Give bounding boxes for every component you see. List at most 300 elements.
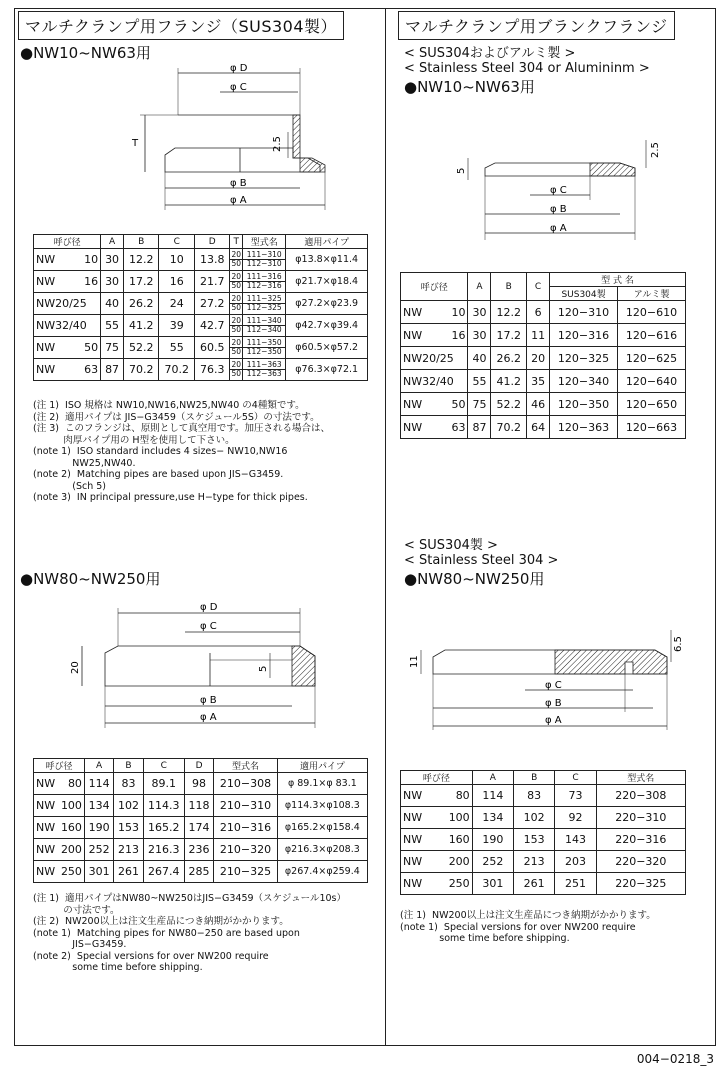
cell-nominal <box>401 301 468 324</box>
cell-b: 26.2 <box>124 293 159 315</box>
cell-model-bottom: 112−325 <box>246 303 282 312</box>
col-nominal: 呼び径 <box>34 235 101 249</box>
cell-c: 10 <box>159 249 194 271</box>
section-title-nw10-63: ●NW10~NW63用 <box>20 44 151 62</box>
col-c: C <box>159 235 194 249</box>
col-a: A <box>472 771 513 785</box>
cell-nominal <box>401 829 473 851</box>
cell-model: 210−316 <box>214 817 277 839</box>
cell-c: 251 <box>555 873 596 895</box>
cell-d: 285 <box>184 861 213 883</box>
nominal-size: 63 <box>84 363 99 376</box>
cell-d: 118 <box>184 795 213 817</box>
nominal-prefix: NW <box>403 305 423 319</box>
nominal-size: 16 <box>84 275 99 288</box>
col-sus304: SUS304製 <box>550 287 618 301</box>
table-row <box>401 873 686 895</box>
document-number: 004−0218_3 <box>636 1052 714 1066</box>
table-row <box>401 807 686 829</box>
cell-pipe: φ267.4×φ259.4 <box>277 861 367 883</box>
nominal-size: 16 <box>451 328 466 342</box>
col-a: A <box>101 235 124 249</box>
cell-sus304: 120−363 <box>550 416 618 439</box>
cell-b: 17.2 <box>124 271 159 293</box>
cell-model: 220−310 <box>596 807 685 829</box>
cell-b: 41.2 <box>491 370 527 393</box>
cell-model: 220−308 <box>596 785 685 807</box>
cell-a: 190 <box>472 829 513 851</box>
col-b: B <box>491 273 527 301</box>
cell-c: 203 <box>555 851 596 873</box>
material-jp-bottom: < SUS304製 > <box>404 538 498 553</box>
cell-sus304: 120−310 <box>550 301 618 324</box>
header-left: マルチクランプ用フランジ（SUS304製） <box>18 11 344 40</box>
cell-model-top: 111−340 <box>243 317 285 326</box>
table-row <box>34 315 368 337</box>
nominal-prefix: NW20/25 <box>403 351 454 365</box>
table-row <box>401 393 686 416</box>
cell-t-top: 20 <box>231 338 242 347</box>
cell-nominal <box>401 370 468 393</box>
nominal-prefix: NW <box>403 833 423 846</box>
cell-nominal <box>34 315 101 337</box>
cell-c: 20 <box>527 347 550 370</box>
cell-t <box>230 315 243 337</box>
cell-a: 114 <box>472 785 513 807</box>
table-row <box>401 829 686 851</box>
cell-t <box>230 337 243 359</box>
nominal-size: 80 <box>67 777 82 790</box>
col-nominal: 呼び径 <box>401 771 473 785</box>
nominal-size: 63 <box>451 420 466 434</box>
section-title-nw80-250: ●NW80~NW250用 <box>20 570 161 588</box>
nominal-size: 10 <box>84 253 99 266</box>
nominal-prefix: NW <box>403 789 423 802</box>
dim-a-2: φ A <box>200 712 217 723</box>
nominal-size: 100 <box>448 811 470 824</box>
cell-pipe: φ27.2×φ23.9 <box>286 293 368 315</box>
cell-pipe: φ216.3×φ208.3 <box>277 839 367 861</box>
cell-model <box>243 249 286 271</box>
nominal-prefix: NW20/25 <box>36 297 87 310</box>
cell-d: 27.2 <box>194 293 229 315</box>
table-blank-nw80-250 <box>400 770 686 895</box>
table-nw80-250 <box>33 758 368 883</box>
cell-b: 83 <box>114 773 143 795</box>
flange-drawing-nw80-250 <box>60 598 340 733</box>
blank-dim-b: φ B <box>550 204 567 215</box>
material-en-bottom: < Stainless Steel 304 > <box>404 553 559 568</box>
cell-t-bottom: 50 <box>231 369 242 378</box>
cell-a: 114 <box>84 773 113 795</box>
cell-a: 190 <box>84 817 113 839</box>
dim-d: φ D <box>230 63 248 74</box>
cell-nominal <box>34 359 101 381</box>
cell-model: 220−320 <box>596 851 685 873</box>
cell-aluminium: 120−625 <box>618 347 686 370</box>
nominal-prefix: NW <box>36 253 56 266</box>
cell-pipe: φ165.2×φ158.4 <box>277 817 367 839</box>
nominal-prefix: NW <box>403 811 423 824</box>
cell-model-top: 111−363 <box>243 361 285 370</box>
col-nominal: 呼び径 <box>401 273 468 301</box>
cell-model-top: 111−310 <box>243 251 285 260</box>
cell-pipe: φ42.7×φ39.4 <box>286 315 368 337</box>
nominal-prefix: NW <box>36 275 56 288</box>
col-c: C <box>143 759 184 773</box>
col-d: D <box>184 759 213 773</box>
cell-a: 301 <box>84 861 113 883</box>
cell-t <box>230 293 243 315</box>
cell-c: 114.3 <box>143 795 184 817</box>
cell-nominal <box>34 861 85 883</box>
table-row <box>401 301 686 324</box>
cell-c: 39 <box>159 315 194 337</box>
col-t: T <box>230 235 243 249</box>
col-nominal: 呼び径 <box>34 759 85 773</box>
cell-model <box>243 337 286 359</box>
cell-b: 213 <box>514 851 555 873</box>
cell-c: 46 <box>527 393 550 416</box>
cell-sus304: 120−325 <box>550 347 618 370</box>
cell-b: 12.2 <box>491 301 527 324</box>
cell-b: 153 <box>514 829 555 851</box>
cell-t-top: 20 <box>231 316 242 325</box>
cell-model <box>243 359 286 381</box>
cell-nominal <box>401 324 468 347</box>
cell-t-top: 20 <box>231 272 242 281</box>
cell-c: 24 <box>159 293 194 315</box>
col-c: C <box>527 273 550 301</box>
notes-nw10-63: (注 1) ISO 規格は NW10,NW16,NW25,NW40 の4種類です。 (注 2) 適用パイプは JIS−G3459（スケジュール5S）の寸法です。 (注 3) このフランジは、原則として真空用です。加圧される場合は、 肉厚パイプ用の H型を使用して下さい。 (note 1) ISO standard includes 4 sizes− NW10,NW16 NW25,NW40. (note 2) Matching pipes are based upon JIS−G3459. (Sch 5) (note 3) IN principal pressure,use H−type for thick pipes. <box>33 400 331 503</box>
col-model: 型式名 <box>214 759 277 773</box>
cell-model <box>243 293 286 315</box>
cell-model: 220−316 <box>596 829 685 851</box>
cell-pipe: φ13.8×φ11.4 <box>286 249 368 271</box>
cell-sus304: 120−340 <box>550 370 618 393</box>
cell-c: 70.2 <box>159 359 194 381</box>
nominal-size: 200 <box>60 843 82 856</box>
cell-b: 52.2 <box>124 337 159 359</box>
cell-a: 252 <box>84 839 113 861</box>
cell-a: 30 <box>468 301 491 324</box>
cell-c: 16 <box>159 271 194 293</box>
col-b: B <box>124 235 159 249</box>
cell-t <box>230 249 243 271</box>
cell-pipe: φ76.3×φ72.1 <box>286 359 368 381</box>
cell-c: 92 <box>555 807 596 829</box>
cell-nominal <box>401 785 473 807</box>
table-row <box>34 337 368 359</box>
dim-d-2: φ D <box>200 602 218 613</box>
blank-dim-b-2: φ B <box>545 698 562 709</box>
table-row <box>34 817 368 839</box>
cell-t <box>230 359 243 381</box>
cell-c: 165.2 <box>143 817 184 839</box>
col-model: 型 式 名 <box>550 273 686 287</box>
nominal-size: 160 <box>448 833 470 846</box>
cell-d: 60.5 <box>194 337 229 359</box>
cell-pipe: φ21.7×φ18.4 <box>286 271 368 293</box>
dim-5-2: 5 <box>258 665 269 672</box>
cell-model <box>243 271 286 293</box>
column-divider <box>385 8 386 1045</box>
cell-b: 26.2 <box>491 347 527 370</box>
table-row <box>401 785 686 807</box>
cell-model-top: 111−325 <box>243 295 285 304</box>
table-row <box>401 370 686 393</box>
cell-nominal <box>401 851 473 873</box>
blank-flange-drawing-nw10-63 <box>450 130 670 245</box>
header-right: マルチクランプ用ブランクフランジ <box>398 11 675 40</box>
cell-t-bottom: 50 <box>231 325 242 334</box>
table-row <box>34 839 368 861</box>
cell-c: 143 <box>555 829 596 851</box>
cell-sus304: 120−316 <box>550 324 618 347</box>
table-row <box>34 861 368 883</box>
cell-a: 30 <box>101 249 124 271</box>
cell-a: 75 <box>468 393 491 416</box>
cell-nominal <box>34 293 101 315</box>
nominal-prefix: NW <box>403 397 423 411</box>
cell-a: 87 <box>468 416 491 439</box>
cell-nominal <box>34 271 101 293</box>
cell-b: 70.2 <box>491 416 527 439</box>
cell-aluminium: 120−640 <box>618 370 686 393</box>
blank-dim-a: φ A <box>550 223 567 234</box>
cell-t-bottom: 50 <box>231 281 242 290</box>
table-header-row <box>34 235 368 249</box>
table-row <box>34 271 368 293</box>
blank-dim-11: 11 <box>409 655 420 668</box>
nominal-size: 250 <box>448 877 470 890</box>
blank-flange-drawing-nw80-250 <box>405 622 685 734</box>
cell-t-bottom: 50 <box>231 347 242 356</box>
cell-t-top: 20 <box>231 294 242 303</box>
flange-drawing-nw10-63 <box>120 60 350 215</box>
cell-nominal <box>34 817 85 839</box>
cell-aluminium: 120−610 <box>618 301 686 324</box>
cell-a: 40 <box>468 347 491 370</box>
cell-nominal <box>34 249 101 271</box>
cell-aluminium: 120−663 <box>618 416 686 439</box>
col-pipe: 適用パイプ <box>277 759 367 773</box>
section-title-blank-nw80-250: ●NW80~NW250用 <box>404 570 545 588</box>
table-row <box>34 773 368 795</box>
col-pipe: 適用パイプ <box>286 235 368 249</box>
cell-b: 17.2 <box>491 324 527 347</box>
cell-c: 89.1 <box>143 773 184 795</box>
dim-c-2: φ C <box>200 621 217 632</box>
dim-c: φ C <box>230 82 247 93</box>
table-row <box>34 293 368 315</box>
table-row <box>34 249 368 271</box>
cell-model-bottom: 112−350 <box>246 347 282 356</box>
cell-aluminium: 120−616 <box>618 324 686 347</box>
dim-20: 20 <box>70 661 81 674</box>
cell-b: 213 <box>114 839 143 861</box>
cell-b: 83 <box>514 785 555 807</box>
cell-c: 64 <box>527 416 550 439</box>
cell-pipe: φ114.3×φ108.3 <box>277 795 367 817</box>
cell-t-top: 20 <box>231 360 242 369</box>
cell-pipe: φ 89.1×φ 83.1 <box>277 773 367 795</box>
nominal-prefix: NW <box>36 777 56 790</box>
cell-sus304: 120−350 <box>550 393 618 416</box>
cell-c: 216.3 <box>143 839 184 861</box>
col-b: B <box>114 759 143 773</box>
cell-a: 40 <box>101 293 124 315</box>
nominal-prefix: NW <box>403 328 423 342</box>
cell-nominal <box>401 807 473 829</box>
material-en-top: < Stainless Steel 304 or Alumininm > <box>404 61 650 76</box>
cell-model-bottom: 112−316 <box>246 281 282 290</box>
cell-pipe: φ60.5×φ57.2 <box>286 337 368 359</box>
col-c: C <box>555 771 596 785</box>
cell-d: 42.7 <box>194 315 229 337</box>
cell-t <box>230 271 243 293</box>
cell-nominal <box>401 873 473 895</box>
nominal-prefix: NW <box>36 865 56 878</box>
cell-model-bottom: 112−363 <box>246 369 282 378</box>
cell-a: 134 <box>472 807 513 829</box>
table-row <box>401 416 686 439</box>
nominal-prefix: NW <box>403 420 423 434</box>
cell-a: 301 <box>472 873 513 895</box>
cell-c: 35 <box>527 370 550 393</box>
cell-a: 87 <box>101 359 124 381</box>
cell-a: 75 <box>101 337 124 359</box>
col-a: A <box>468 273 491 301</box>
notes-nw80-250: (注 1) 適用パイプはNW80~NW250はJIS−G3459（スケジュール10s） の寸法です。 (注 2) NW200以上は注文生産品につき納期がかかります。 (note 1) Matching pipes for NW80−250 are based upon JIS−G3459. (note 2) Special versions for over NW200 require some time before shipping. <box>33 893 347 973</box>
nominal-prefix: NW32/40 <box>403 374 454 388</box>
cell-c: 267.4 <box>143 861 184 883</box>
nominal-size: 100 <box>60 799 82 812</box>
blank-dim-65: 6.5 <box>673 636 684 652</box>
nominal-size: 50 <box>451 397 466 411</box>
cell-a: 30 <box>101 271 124 293</box>
cell-b: 153 <box>114 817 143 839</box>
dim-b-2: φ B <box>200 695 217 706</box>
cell-nominal <box>34 337 101 359</box>
table-blank-nw10-63 <box>400 272 686 439</box>
cell-a: 55 <box>101 315 124 337</box>
cell-a: 252 <box>472 851 513 873</box>
blank-dim-5: 5 <box>456 167 467 174</box>
cell-model: 210−310 <box>214 795 277 817</box>
cell-model: 210−308 <box>214 773 277 795</box>
nominal-prefix: NW <box>36 363 56 376</box>
cell-b: 70.2 <box>124 359 159 381</box>
col-a: A <box>84 759 113 773</box>
cell-nominal <box>401 393 468 416</box>
cell-d: 236 <box>184 839 213 861</box>
cell-b: 12.2 <box>124 249 159 271</box>
col-d: D <box>194 235 229 249</box>
nominal-prefix: NW <box>36 843 56 856</box>
cell-nominal <box>34 839 85 861</box>
cell-t-bottom: 50 <box>231 303 242 312</box>
cell-model: 210−325 <box>214 861 277 883</box>
cell-model-bottom: 112−340 <box>246 325 282 334</box>
cell-b: 261 <box>114 861 143 883</box>
nominal-prefix: NW32/40 <box>36 319 87 332</box>
cell-b: 41.2 <box>124 315 159 337</box>
cell-nominal <box>401 347 468 370</box>
nominal-prefix: NW <box>36 341 56 354</box>
blank-dim-a-2: φ A <box>545 715 562 726</box>
nominal-size: 160 <box>60 821 82 834</box>
cell-b: 261 <box>514 873 555 895</box>
table-row <box>401 851 686 873</box>
nominal-size: 200 <box>448 855 470 868</box>
cell-d: 13.8 <box>194 249 229 271</box>
col-model: 型式名 <box>596 771 685 785</box>
col-b: B <box>514 771 555 785</box>
cell-model <box>243 315 286 337</box>
nominal-prefix: NW <box>403 877 423 890</box>
nominal-size: 10 <box>451 305 466 319</box>
cell-c: 73 <box>555 785 596 807</box>
cell-d: 174 <box>184 817 213 839</box>
cell-a: 134 <box>84 795 113 817</box>
blank-dim-c: φ C <box>550 185 567 196</box>
table-row <box>401 347 686 370</box>
material-jp-top: < SUS304およびアルミ製 > <box>404 46 576 61</box>
nominal-size: 250 <box>60 865 82 878</box>
cell-t-bottom: 50 <box>231 259 242 268</box>
cell-b: 102 <box>114 795 143 817</box>
nominal-prefix: NW <box>36 821 56 834</box>
cell-model-top: 111−316 <box>243 273 285 282</box>
notes-blank-nw80-250: (注 1) NW200以上は注文生産品につき納期がかかります。 (note 1) Special versions for over NW200 require some time before shipping. <box>400 910 656 944</box>
cell-b: 102 <box>514 807 555 829</box>
cell-d: 98 <box>184 773 213 795</box>
cell-c: 6 <box>527 301 550 324</box>
cell-a: 55 <box>468 370 491 393</box>
table-row <box>401 324 686 347</box>
blank-dim-c-2: φ C <box>545 680 562 691</box>
cell-t-top: 20 <box>231 250 242 259</box>
table-row <box>34 795 368 817</box>
cell-aluminium: 120−650 <box>618 393 686 416</box>
cell-model: 210−320 <box>214 839 277 861</box>
dim-t: T <box>132 138 139 149</box>
section-title-blank-nw10-63: ●NW10~NW63用 <box>404 78 535 96</box>
cell-nominal <box>34 795 85 817</box>
nominal-size: 50 <box>84 341 99 354</box>
nominal-size: 80 <box>455 789 470 802</box>
nominal-prefix: NW <box>36 799 56 812</box>
cell-a: 30 <box>468 324 491 347</box>
table-row <box>34 359 368 381</box>
cell-model-top: 111−350 <box>243 339 285 348</box>
dim-b: φ B <box>230 178 247 189</box>
cell-nominal <box>401 416 468 439</box>
cell-model-bottom: 112−310 <box>246 259 282 268</box>
col-model: 型式名 <box>243 235 286 249</box>
cell-nominal <box>34 773 85 795</box>
dim-25: 2.5 <box>272 136 283 152</box>
dim-a: φ A <box>230 195 247 206</box>
table-nw10-63 <box>33 234 368 381</box>
cell-c: 11 <box>527 324 550 347</box>
cell-d: 76.3 <box>194 359 229 381</box>
cell-model: 220−325 <box>596 873 685 895</box>
cell-c: 55 <box>159 337 194 359</box>
cell-b: 52.2 <box>491 393 527 416</box>
blank-dim-25: 2.5 <box>650 142 661 158</box>
